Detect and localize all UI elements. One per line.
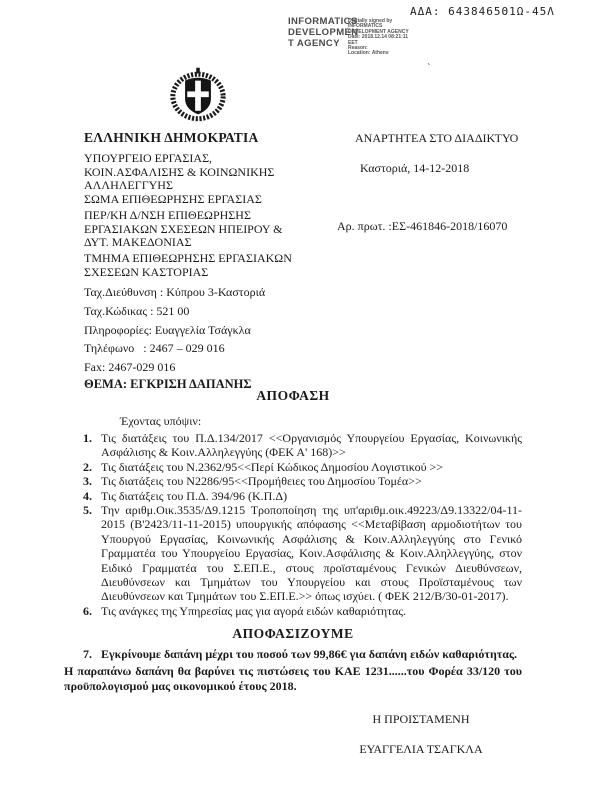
legal-basis-list (64, 431, 522, 618)
internet-publication-note: ΑΝΑΡΤΗΤΕΑ ΣΤΟ ΔΙΑΔΙΚΤΥΟ (355, 131, 519, 145)
budget-note: Η παραπάνω δαπάνη θα βαρύνει τις πιστώσεις του ΚΑΕ 1231......του Φορέα 33/120 του προϋπολογισμού μας οικονομικού έτους 2018. (64, 664, 522, 694)
authority-line: ΣΩΜΑ ΕΠΙΘΕΩΡΗΣΗΣ ΕΡΓΑΣΙΑΣ (84, 192, 262, 207)
stamp-detail-line: INFORMATICS (348, 23, 383, 30)
signature-block (348, 712, 494, 757)
list-item-text: Την αριθμ.Οικ.3535/Δ9.1215 Τροποποίηση της υπ'αριθμ.οικ.49223/Δ9.13322/04-11-2015 (Β'2423/11-11-2015) υπουργικής απόφασης <<Μεταβίβαση αρμοδιοτήτων του Υπουργού Εργασίας, Κοινωνικής Ασφάλισης & Κοιν.Αλληλεγγύης στο Γενικό Γραμματέα του Υπουργείου Εργασίας, Κοιν.Ασφάλισης & Κοιν.Αληλλεγγύης, στον Ειδικό Γραμματέα του Σ.ΕΠ.Ε., στους προϊσταμένους Γενικών Διευθύνσεων, Διευθύνσεων και Τμημάτων του Υπουργείου και στους Προϊσταμένους των Διευθύνσεων και Τμημάτων του Σ.ΕΠ.Ε.>> όπως ισχύει. ( ΦΕΚ 212/Β/30-01-2017). (101, 503, 522, 604)
list-item-number: 6. (83, 603, 92, 618)
list-item-number: 4. (83, 488, 92, 503)
list-item-number: 2. (83, 459, 92, 474)
list-item-number: 1. (83, 431, 92, 445)
authority-line: ΥΠΟΥΡΓΕΙΟ ΕΡΓΑΣΙΑΣ, (84, 151, 213, 165)
list-item (85, 503, 522, 604)
preamble: Έχοντας υπόψιν: (120, 414, 202, 428)
stamp-agency-line: T AGENCY (288, 38, 340, 49)
place-and-date: Καστοριά, 14-12-2018 (360, 161, 470, 175)
resolution-title: ΑΠΟΦΑΣΙΖΟΥΜΕ (232, 626, 354, 642)
digital-signature-stamp (288, 16, 409, 57)
list-item (85, 604, 522, 618)
list-item-text: Τις διατάξεις του Ν.2362/95<<Περί Κώδικος Δημοσίου Λογιστικού >> (101, 459, 444, 474)
contact-info-block (84, 283, 348, 376)
decision-body (64, 388, 522, 694)
postal-code: Ταχ.Κώδικας : 521 00 (84, 303, 190, 318)
list-item-text: Τις διατάξεις του Π.Δ.134/2017 <<Οργανισμός Υπουργείου Εργασίας, Κοινωνικής Ασφάλισης & Κοιν.Αλληλεγγύης (ΦΕΚ Α' 168)>> (101, 431, 522, 460)
stamp-detail-line: Date: 2018.12.14 08:21:11 (348, 34, 409, 41)
stray-mark: ` (427, 62, 431, 74)
stamp-detail-line: Reason: (348, 45, 368, 52)
authority-line: ΑΛΛΗΛΕΓΓΥΗΣ (84, 178, 173, 193)
postal-address: Ταχ.Διεύθυνση : Κύπρου 3-Καστοριά (84, 285, 266, 300)
stamp-signature-details (348, 19, 418, 57)
stamp-detail-line: DEVELOPMENT AGENCY (348, 28, 409, 35)
stamp-detail-line: Location: Athens (348, 50, 389, 57)
subject-line: ΘΕΜΑ: ΕΓΚΡΙΣΗ ΔΑΠΑΝΗΣ (84, 377, 252, 392)
authority-line: ΔΥΤ. ΜΑΚΕΔΟΝΙΑΣ (84, 235, 192, 250)
authority-line: ΠΕΡ/ΚΗ Δ/ΝΣΗ ΕΠΙΘΕΩΡΗΣΗΣ (84, 207, 251, 222)
greek-coat-of-arms-icon (162, 67, 234, 128)
contact-person: Πληροφορίες: Ευαγγελία Τσάγκλα (84, 322, 251, 337)
signatory-name: ΕΥΑΓΓΕΛΙΑ ΤΣΑΓΚΛΑ (359, 742, 483, 756)
list-item-number: 7. (83, 647, 92, 662)
hellenic-republic-title: ΕΛΛΗΝΙΚΗ ΔΗΜΟΚΡΑΤΙΑ (84, 130, 259, 145)
approval-item (64, 647, 522, 662)
authority-line: ΤΜΗΜΑ ΕΠΙΘΕΩΡΗΣΗΣ ΕΡΓΑΣΙΑΚΩΝ (84, 250, 292, 265)
stamp-agency-line: DEVELOPMEN (288, 27, 359, 38)
signatory-title: Η ΠΡΟΙΣΤΑΜΕΝΗ (372, 712, 470, 726)
phone-number: Τηλέφωνο : 2467 – 029 016 (84, 341, 225, 356)
protocol-number: Αρ. πρωτ. :ΕΣ-461846-2018/16070 (337, 219, 508, 233)
issuing-authority-block (84, 130, 348, 392)
decision-title: ΑΠΟΦΑΣΗ (256, 388, 330, 403)
stamp-agency-line: INFORMATICS (288, 16, 358, 27)
authority-line: ΕΡΓΑΣΙΑΚΩΝ ΣΧΕΣΕΩΝ ΗΠΕΙΡΟΥ & (84, 221, 283, 236)
list-item-text: Τις διατάξεις του Π.Δ. 394/96 (Κ.Π.Δ) (101, 488, 288, 503)
stamp-detail-line: EET (348, 39, 358, 46)
fax-number: Fax: 2467-029 016 (84, 359, 176, 374)
list-item (85, 460, 522, 474)
list-item-text: Τις ανάγκες της Υπηρεσίας μας για αγορά ειδών καθαριότητας. (101, 603, 407, 618)
list-item-number: 5. (83, 503, 92, 518)
approval-text: Εγκρίνουμε δαπάνη μέχρι του ποσού των 99,86€ για δαπάνη ειδών καθαριότητας. (101, 647, 518, 662)
list-item-number: 3. (83, 474, 92, 489)
list-item (85, 489, 522, 503)
list-item (85, 474, 522, 488)
ada-code: ΑΔΑ: 6438465Θ1Ω-45Λ (410, 5, 555, 18)
stamp-detail-line: Digitally signed by (348, 18, 393, 24)
authority-line: ΚΟΙΝ.ΑΣΦΑΛΙΣΗΣ & ΚΟΙΝΩΝΙΚΗΣ (84, 164, 275, 179)
list-item (85, 431, 522, 460)
list-item-text: Τις διατάξεις του Ν2286/95<<Προμήθειες του Δημοσίου Τομέα>> (101, 474, 422, 489)
authority-line: ΣΧΕΣΕΩΝ ΚΑΣΤΟΡΙΑΣ (84, 264, 209, 279)
